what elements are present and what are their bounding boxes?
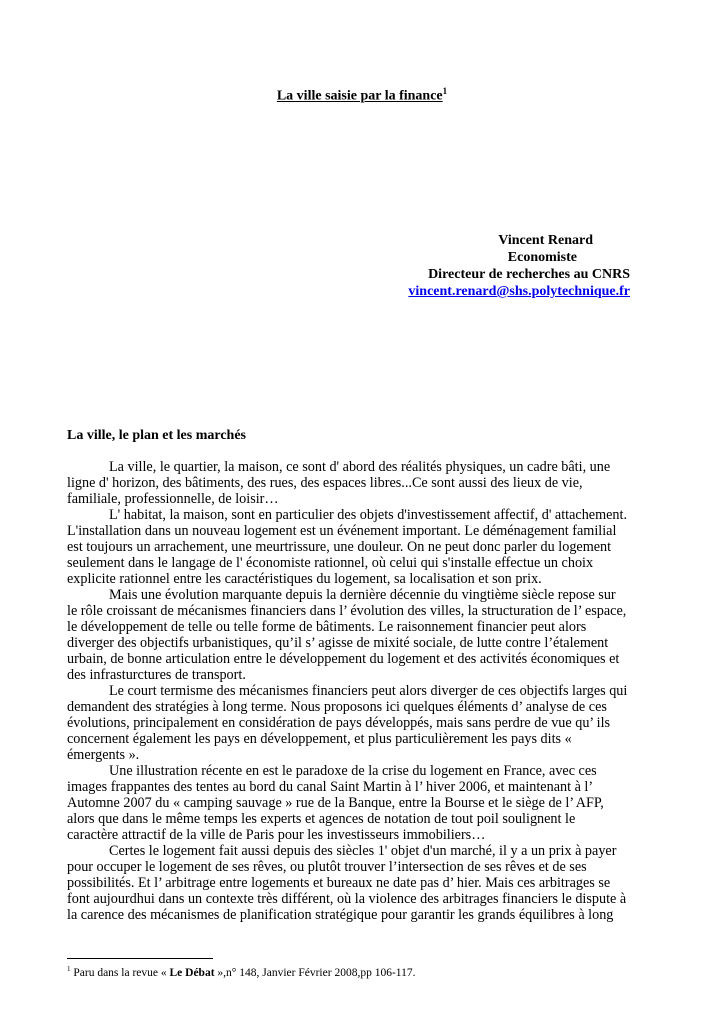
paragraph: L' habitat, la maison, sont en particulier des objets d'investissement affectif, d' attachement. L'installation dans un nouveau logement est un événement important. Le déménagement familial est toujours un arrachement, une meurtrissure, une douleur. On ne peut donc parler du logement seulement dans le langage de l' économiste rationnel, où celui qui s'installe effectue un choix explicite rationnel entre les caractéristiques du logement, sa localisation et son prix. <box>67 507 628 587</box>
footnote-separator <box>67 958 213 959</box>
document-title <box>0 86 724 105</box>
section-heading: La ville, le plan et les marchés <box>67 428 246 443</box>
paragraph: Mais une évolution marquante depuis la dernière décennie du vingtième siècle repose sur le rôle croissant de mécanismes financiers dans l’ évolution des villes, la structuration de l’ espace, le développement de telle ou telle forme de bâtiments. Le raisonnement financier peut alors diverger des objectifs urbanistiques, qu’il s’ agisse de mixité sociale, de lutte contre l’étalement urbain, de bonne articulation entre le développement du logement et des activités économiques et des infrasturctures de transport. <box>67 587 627 683</box>
author-position: Directeur de recherches au CNRS <box>428 267 630 282</box>
author-name: Vincent Renard <box>498 233 593 248</box>
paragraph: Le court termisme des mécanismes financiers peut alors diverger de ces objectifs larges qui demandent des stratégies à long terme. Nous proposons ici quelques éléments d’ analyse de ces évolutions, principalement en considération de pays développés, mais sans perdre de vue qu’ ils concernent également les pays en développement, et plus particulièrement les pays dits « émergents ». <box>67 683 628 763</box>
author-role: Economiste <box>507 250 577 265</box>
footnote-text-after: »,n° 148, Janvier Février 2008,pp 106-117. <box>214 966 416 979</box>
footnote-journal: Le Débat <box>169 966 215 979</box>
body-text <box>67 459 628 923</box>
footnote-marker: 1 <box>67 965 71 973</box>
footnote-text-before: Paru dans la revue « <box>70 966 170 979</box>
author-block <box>330 232 630 300</box>
title-footnote-ref[interactable]: 1 <box>442 86 448 96</box>
footnote <box>67 965 415 979</box>
paragraph: La ville, le quartier, la maison, ce sont d' abord des réalités physiques, un cadre bâti, une ligne d' horizon, des bâtiments, des rues, des espaces libres...Ce sont aussi des lieux de vie, familiale, professionnelle, de loisir… <box>67 459 611 507</box>
title-text: La ville saisie par la finance <box>276 88 443 104</box>
paragraph: Une illustration récente en est le paradoxe de la crise du logement en France, avec ces images frappantes des tentes au bord du canal Saint Martin à l’ hiver 2006, et maintenant à l’ Automne 2007 du « camping sauvage » rue de la Banque, entre la Bourse et le siège de l’ AFP, alors que dans le même temps les experts et agences de notation de tout poil soulignent le caractère attractif de la ville de Paris pour les investisseurs immobiliers… <box>67 763 604 843</box>
paragraph: Certes le logement fait aussi depuis des siècles 1' objet d'un marché, il y a un prix à payer pour occuper le logement de ses rêves, ou plutôt trouver l’intersection de ses rêves et de ses possibilités. Et l’ arbitrage entre logements et bureaux ne date pas d’ hier. Mais ces arbitrages se font aujourdhui dans un contexte très différent, où la violence des arbitrages financiers le dispute à la carence des mécanismes de planification stratégique pour garantir les grands équilibres à long <box>67 843 627 923</box>
author-email-link[interactable]: vincent.renard@shs.polytechnique.fr <box>408 284 630 299</box>
